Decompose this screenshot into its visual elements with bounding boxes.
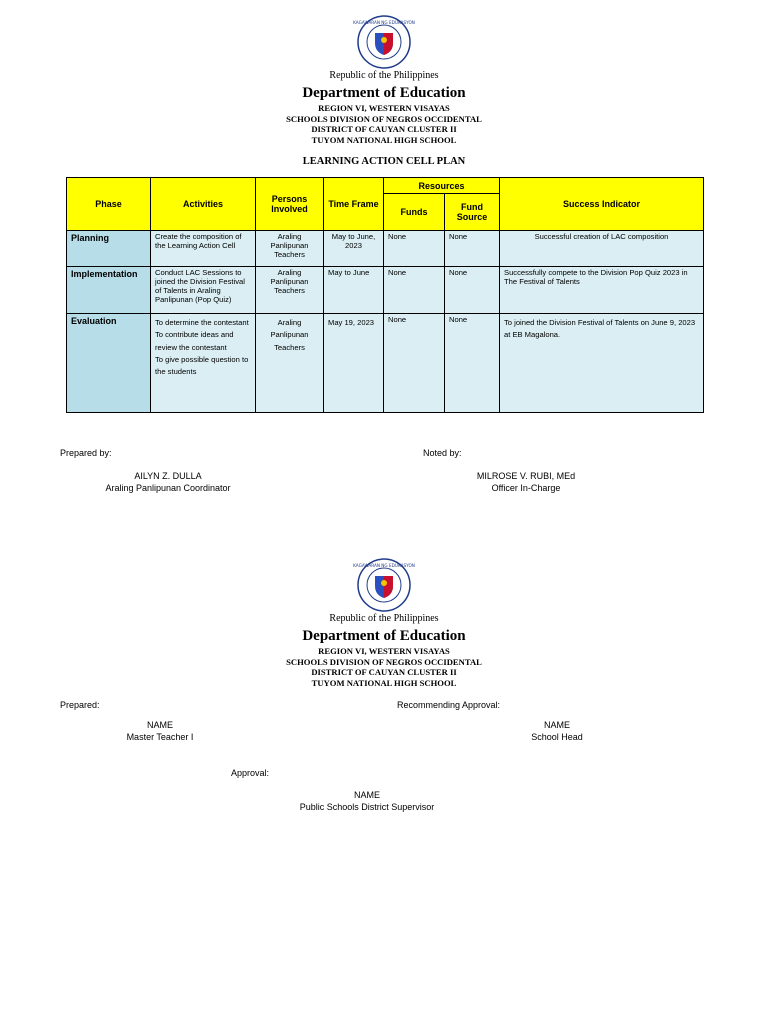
noted-name: MILROSE V. RUBI, MEd (476, 471, 576, 481)
prepared-label: Prepared: (60, 700, 100, 710)
republic-line: Republic of the Philippines (329, 613, 439, 624)
persons-cell: Araling Panlipunan Teachers (256, 267, 324, 314)
prepared-by-label: Prepared by: (60, 448, 112, 458)
phase-cell: Implementation (67, 267, 151, 314)
fund-source-cell: None (445, 314, 500, 413)
funds-cell: None (384, 267, 445, 314)
deped-seal-icon (353, 15, 415, 69)
time-frame-text: May 19, 2023 (328, 318, 375, 327)
approval-label: Approval: (231, 768, 270, 778)
letterhead (0, 613, 768, 688)
recommending-title: School Head (531, 731, 583, 742)
activity-item: To contribute ideas and review the contestant (155, 330, 234, 352)
header-activities: Activities (151, 178, 256, 231)
time-frame-cell: May to June, 2023 (324, 231, 384, 267)
region-line: REGION VI, WESTERN VISAYAS (318, 646, 450, 656)
prepared-name: NAME (146, 720, 173, 730)
seal-text: KAGAWARAN NG EDUKASYON (353, 563, 415, 568)
success-cell: Successful creation of LAC composition (500, 231, 704, 267)
district-line: DISTRICT OF CAUYAN CLUSTER II (311, 667, 457, 677)
department-title: Department of Education (302, 85, 466, 101)
prepared-name: AILYN Z. DULLA (134, 471, 202, 481)
header-resources: Resources (384, 178, 500, 194)
activity-item: To give possible question to the students (155, 354, 249, 377)
success-text: To joined the Division Festival of Talents on June 9, 2023 at EB Magalona. (504, 318, 696, 340)
plan-title: LEARNING ACTION CELL PLAN (302, 156, 466, 167)
header-funds: Funds (384, 194, 445, 231)
activities-cell (151, 314, 256, 413)
fund-source-cell: None (445, 267, 500, 314)
time-frame-cell (324, 314, 384, 413)
table-row (67, 267, 704, 314)
header-success-indicator: Success Indicator (500, 178, 704, 231)
activities-cell: Conduct LAC Sessions to joined the Division Festival of Talents in Araling Panlipunan (Pop Quiz) (151, 267, 256, 314)
republic-line: Republic of the Philippines (329, 70, 439, 81)
noted-by-label: Noted by: (423, 448, 462, 458)
prepared-title: Araling Panlipunan Coordinator (105, 482, 231, 493)
letterhead (0, 70, 768, 145)
table-row (67, 314, 704, 413)
success-cell (500, 314, 704, 413)
persons-cell: Araling Panlipunan Teachers (256, 231, 324, 267)
activity-item: To determine the contestant (155, 318, 249, 327)
noted-signatory (426, 471, 626, 494)
region-line: REGION VI, WESTERN VISAYAS (318, 103, 450, 113)
time-frame-cell: May to June (324, 267, 384, 314)
division-line: SCHOOLS DIVISION OF NEGROS OCCIDENTAL (286, 113, 482, 124)
approval-name: NAME (353, 790, 380, 800)
activities-cell: Create the composition of the Learning Action Cell (151, 231, 256, 267)
prepared-title: Master Teacher I (126, 731, 194, 742)
noted-title: Officer In-Charge (491, 482, 561, 493)
header-persons-involved: Persons Involved (256, 178, 324, 231)
funds-cell: None (384, 231, 445, 267)
persons-cell (256, 314, 324, 413)
phase-cell: Planning (67, 231, 151, 267)
seal-text: KAGAWARAN NG EDUKASYON (353, 20, 415, 25)
recommending-name: NAME (543, 720, 570, 730)
header-fund-source: Fund Source (445, 194, 500, 231)
header-time-frame: Time Frame (324, 178, 384, 231)
department-title: Department of Education (302, 628, 466, 644)
fund-source-cell: None (445, 231, 500, 267)
phase-cell: Evaluation (67, 314, 151, 413)
district-line: DISTRICT OF CAUYAN CLUSTER II (311, 124, 457, 134)
school-line: TUYOM NATIONAL HIGH SCHOOL (311, 677, 457, 688)
persons-text: Araling Panlipunan Teachers (270, 318, 309, 352)
success-cell: Successfully compete to the Division Pop Quiz 2023 in The Festival of Talents (500, 267, 704, 314)
funds-cell: None (384, 314, 445, 413)
approval-title: Public Schools District Supervisor (299, 801, 435, 812)
school-line: TUYOM NATIONAL HIGH SCHOOL (311, 134, 457, 145)
header-phase: Phase (67, 178, 151, 231)
deped-seal-icon (353, 558, 415, 612)
division-line: SCHOOLS DIVISION OF NEGROS OCCIDENTAL (286, 656, 482, 667)
lac-plan-table (66, 177, 704, 413)
recommending-approval-label: Recommending Approval: (397, 700, 501, 710)
prepared-signatory (60, 720, 260, 743)
prepared-signatory (68, 471, 268, 494)
approval-signatory (267, 790, 467, 813)
recommending-signatory (457, 720, 657, 743)
table-row (67, 231, 704, 267)
